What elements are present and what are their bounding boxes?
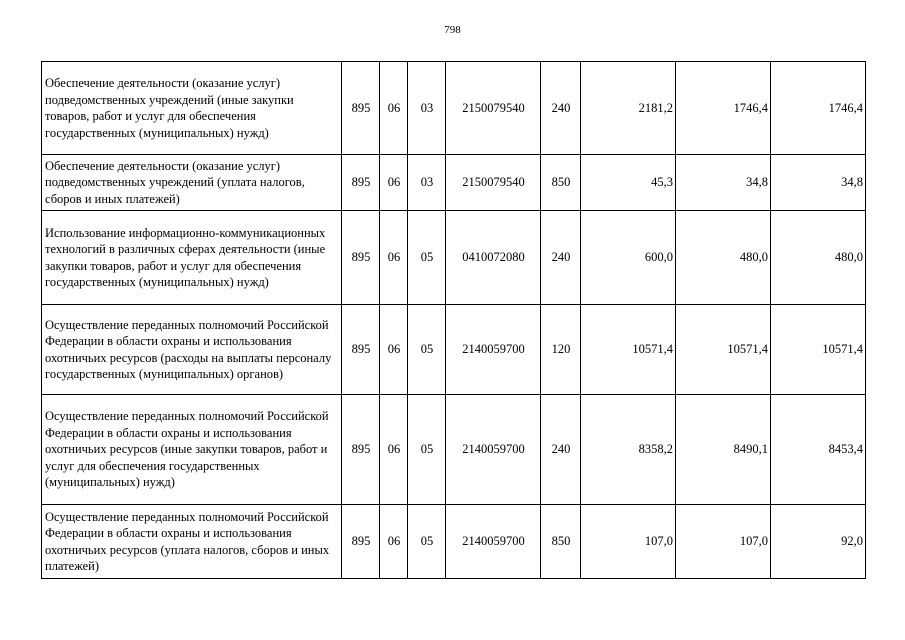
section-code-cell: 06 — [380, 155, 408, 211]
amount-cell-3: 10571,4 — [771, 305, 866, 395]
target-article-cell: 2140059700 — [446, 395, 541, 505]
section-code-cell: 06 — [380, 62, 408, 155]
subsection-code-cell: 05 — [408, 211, 446, 305]
subsection-code-cell: 03 — [408, 155, 446, 211]
table-row — [42, 62, 866, 155]
subsection-code-cell: 05 — [408, 505, 446, 579]
amount-cell-3: 8453,4 — [771, 395, 866, 505]
section-code-cell: 06 — [380, 505, 408, 579]
amount-cell-3: 480,0 — [771, 211, 866, 305]
amount-cell-2: 34,8 — [676, 155, 771, 211]
section-code-cell: 06 — [380, 395, 408, 505]
table-row — [42, 505, 866, 579]
target-article-cell: 2150079540 — [446, 62, 541, 155]
grbs-code-cell: 895 — [342, 395, 380, 505]
expense-type-cell: 850 — [541, 155, 581, 211]
amount-cell-3: 92,0 — [771, 505, 866, 579]
amount-cell-1: 600,0 — [581, 211, 676, 305]
amount-cell-3: 1746,4 — [771, 62, 866, 155]
table-row — [42, 305, 866, 395]
amount-cell-2: 480,0 — [676, 211, 771, 305]
grbs-code-cell: 895 — [342, 505, 380, 579]
target-article-cell: 2140059700 — [446, 305, 541, 395]
expense-type-cell: 240 — [541, 211, 581, 305]
table-row — [42, 211, 866, 305]
subsection-code-cell: 05 — [408, 305, 446, 395]
grbs-code-cell: 895 — [342, 305, 380, 395]
amount-cell-3: 34,8 — [771, 155, 866, 211]
target-article-cell: 2140059700 — [446, 505, 541, 579]
subsection-code-cell: 05 — [408, 395, 446, 505]
grbs-code-cell: 895 — [342, 211, 380, 305]
table-row — [42, 395, 866, 505]
expense-name-cell: Осуществление переданных полномочий Российской Федерации в области охраны и использования охотничьих ресурсов (расходы на выплаты персоналу государственных (муниципальных) органов) — [42, 305, 342, 395]
section-code-cell: 06 — [380, 305, 408, 395]
amount-cell-2: 107,0 — [676, 505, 771, 579]
section-code-cell: 06 — [380, 211, 408, 305]
expense-name-cell: Осуществление переданных полномочий Российской Федерации в области охраны и использования охотничьих ресурсов (иные закупки товаров, работ и услуг для обеспечения государственных (муниципальных) нужд) — [42, 395, 342, 505]
amount-cell-2: 10571,4 — [676, 305, 771, 395]
amount-cell-2: 8490,1 — [676, 395, 771, 505]
expense-type-cell: 240 — [541, 395, 581, 505]
target-article-cell: 0410072080 — [446, 211, 541, 305]
amount-cell-1: 45,3 — [581, 155, 676, 211]
expense-type-cell: 850 — [541, 505, 581, 579]
expense-name-cell: Обеспечение деятельности (оказание услуг) подведомственных учреждений (уплата налогов, сборов и иных платежей) — [42, 155, 342, 211]
expense-type-cell: 120 — [541, 305, 581, 395]
page-number: 798 — [444, 24, 461, 36]
target-article-cell: 2150079540 — [446, 155, 541, 211]
amount-cell-2: 1746,4 — [676, 62, 771, 155]
table-row — [42, 155, 866, 211]
expense-type-cell: 240 — [541, 62, 581, 155]
expense-name-cell: Осуществление переданных полномочий Российской Федерации в области охраны и использования охотничьих ресурсов (уплата налогов, сборов и иных платежей) — [42, 505, 342, 579]
amount-cell-1: 10571,4 — [581, 305, 676, 395]
grbs-code-cell: 895 — [342, 155, 380, 211]
budget-table — [41, 61, 866, 579]
grbs-code-cell: 895 — [342, 62, 380, 155]
amount-cell-1: 107,0 — [581, 505, 676, 579]
amount-cell-1: 8358,2 — [581, 395, 676, 505]
expense-name-cell: Использование информационно-коммуникационных технологий в различных сферах деятельности (иные закупки товаров, работ и услуг для обеспечения государственных (муниципальных) нужд) — [42, 211, 342, 305]
expense-name-cell: Обеспечение деятельности (оказание услуг) подведомственных учреждений (иные закупки товаров, работ и услуг для обеспечения государственных (муниципальных) нужд) — [42, 62, 342, 155]
subsection-code-cell: 03 — [408, 62, 446, 155]
amount-cell-1: 2181,2 — [581, 62, 676, 155]
